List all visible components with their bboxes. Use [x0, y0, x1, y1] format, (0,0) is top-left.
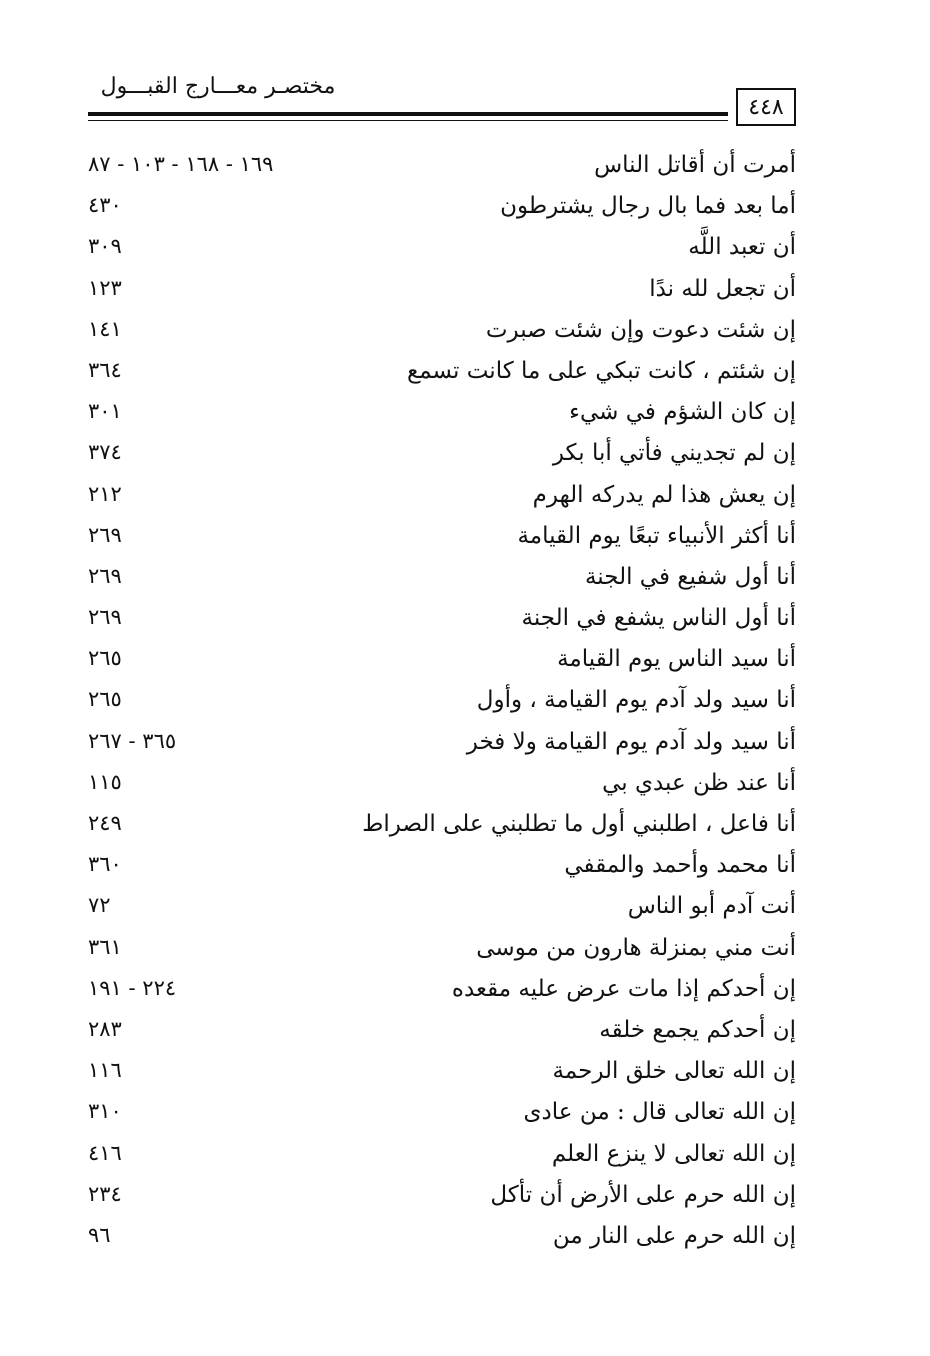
entry-page-refs: ٣٧٤ [88, 440, 122, 465]
entry-text: أنا أول الناس يشفع في الجنة [521, 605, 796, 632]
entry-text: إن يعش هذا لم يدركه الهرم [532, 481, 796, 508]
index-entry [88, 972, 796, 1013]
entry-text: إن الله حرم على النار من [552, 1222, 796, 1249]
entry-page-refs: ١١٥ [88, 769, 122, 794]
entry-page-refs: ٤١٦ [88, 1140, 122, 1165]
index-entry [88, 1095, 796, 1136]
entry-text: أما بعد فما بال رجال يشترطون [500, 193, 796, 220]
index-entry [88, 1054, 796, 1095]
entry-text: إن شئت دعوت وإن شئت صبرت [485, 316, 796, 343]
running-title: مختصـر معـــارج القبـــول [100, 74, 336, 99]
index-entry [88, 272, 796, 313]
entry-text: أنا سيد ولد آدم يوم القيامة ، وأول [476, 687, 796, 714]
entry-page-refs: ٢٦٩ [88, 605, 122, 630]
index-entry [88, 683, 796, 724]
entry-page-refs: ٣٦١ [88, 934, 122, 959]
index-entry [88, 1219, 796, 1260]
entry-page-refs: ٢٣٤ [88, 1181, 122, 1206]
index-entry [88, 1013, 796, 1054]
entry-text: إن الله تعالى خلق الرحمة [552, 1058, 796, 1085]
index-entry [88, 601, 796, 642]
entry-page-refs: ٣٠١ [88, 399, 122, 424]
entry-text: أنا فاعل ، اطلبني أول ما تطلبني على الصراط [362, 811, 796, 837]
index-entry [88, 519, 796, 560]
entry-text: إن الله حرم على الأرض أن تأكل [490, 1181, 796, 1208]
index-entry [88, 189, 796, 230]
entry-text: أمرت أن أقاتل الناس [594, 152, 796, 178]
entry-page-refs: ٣٦٤ [88, 357, 122, 382]
entry-text: إن الله تعالى لا ينزع العلم [551, 1140, 796, 1167]
entry-text: إن أحدكم إذا مات عرض عليه مقعده [451, 975, 796, 1002]
header-rule-thin [88, 120, 728, 121]
entry-page-refs: ٢٨٣ [88, 1016, 122, 1041]
entry-text: أنا أول شفيع في الجنة [584, 563, 796, 590]
entry-text: أنا عند ظن عبدي بي [602, 769, 796, 796]
index-entry [88, 478, 796, 519]
entry-page-refs: ٢٦٩ [88, 563, 122, 588]
entry-page-refs: ٢٢٤ - ١٩١ [88, 975, 177, 1000]
entry-page-refs: ٢٤٩ [88, 811, 122, 835]
entry-page-refs: ٢٦٩ [88, 522, 122, 547]
index-entry [88, 560, 796, 601]
entry-text: أن تعبد اللَّه [688, 234, 796, 261]
entry-page-refs: ٢٦٥ [88, 646, 122, 671]
index-entry [88, 1178, 796, 1219]
entry-page-refs: ٣٠٩ [88, 234, 122, 259]
entry-text: أنا سيد ولد آدم يوم القيامة ولا فخر [466, 728, 796, 755]
entry-text: أنا سيد الناس يوم القيامة [557, 646, 796, 673]
entry-page-refs: ٧٢ [88, 893, 111, 918]
index-entry [88, 148, 796, 189]
index-entry [88, 395, 796, 436]
entry-text: إن أحدكم يجمع خلقه [599, 1016, 796, 1043]
entry-page-refs: ١٢٣ [88, 275, 122, 300]
entry-text: أنت آدم أبو الناس [627, 893, 796, 920]
entry-page-refs: ٣٦٥ - ٢٦٧ [88, 728, 177, 753]
entry-page-refs: ٤٣٠ [88, 193, 122, 218]
index-entry [88, 1137, 796, 1178]
index-entry [88, 313, 796, 354]
entry-text: إن كان الشؤم في شيء [569, 399, 796, 426]
entry-text: أنت مني بمنزلة هارون من موسى [476, 934, 796, 961]
header-rule-thick [88, 112, 728, 116]
page-number: ٤٤٨ [736, 88, 796, 126]
index-entry [88, 766, 796, 807]
index-entry [88, 807, 796, 848]
index-entry [88, 848, 796, 889]
entry-page-refs: ١١٦ [88, 1058, 122, 1083]
index-entry [88, 725, 796, 766]
index-entry [88, 230, 796, 271]
entry-text: أنا محمد وأحمد والمقفي [564, 852, 796, 879]
index-entry [88, 931, 796, 972]
entry-page-refs: ٣٦٠ [88, 852, 122, 877]
index-entry [88, 354, 796, 395]
index-entry [88, 889, 796, 930]
entry-text: إن لم تجديني فأتي أبا بكر [552, 440, 796, 467]
entry-page-refs: ٣١٠ [88, 1099, 122, 1124]
entry-page-refs: ٩٦ [88, 1222, 111, 1247]
entry-text: إن شئتم ، كانت تبكي على ما كانت تسمع [406, 357, 796, 384]
entry-text: أنا أكثر الأنبياء تبعًا يوم القيامة [517, 522, 796, 549]
entry-page-refs: ٢٦٥ [88, 687, 122, 712]
entry-text: إن الله تعالى قال : من عادى [523, 1099, 796, 1126]
entry-page-refs: ٢١٢ [88, 481, 122, 506]
entry-text: أن تجعل لله ندًا [649, 275, 796, 302]
index-entry [88, 436, 796, 477]
entry-page-refs: ١٦٩ - ١٦٨ - ١٠٣ - ٨٧ [88, 152, 274, 176]
index-entry [88, 642, 796, 683]
entry-page-refs: ١٤١ [88, 316, 122, 341]
page-header [88, 68, 796, 128]
hadith-index-list [88, 148, 796, 1260]
